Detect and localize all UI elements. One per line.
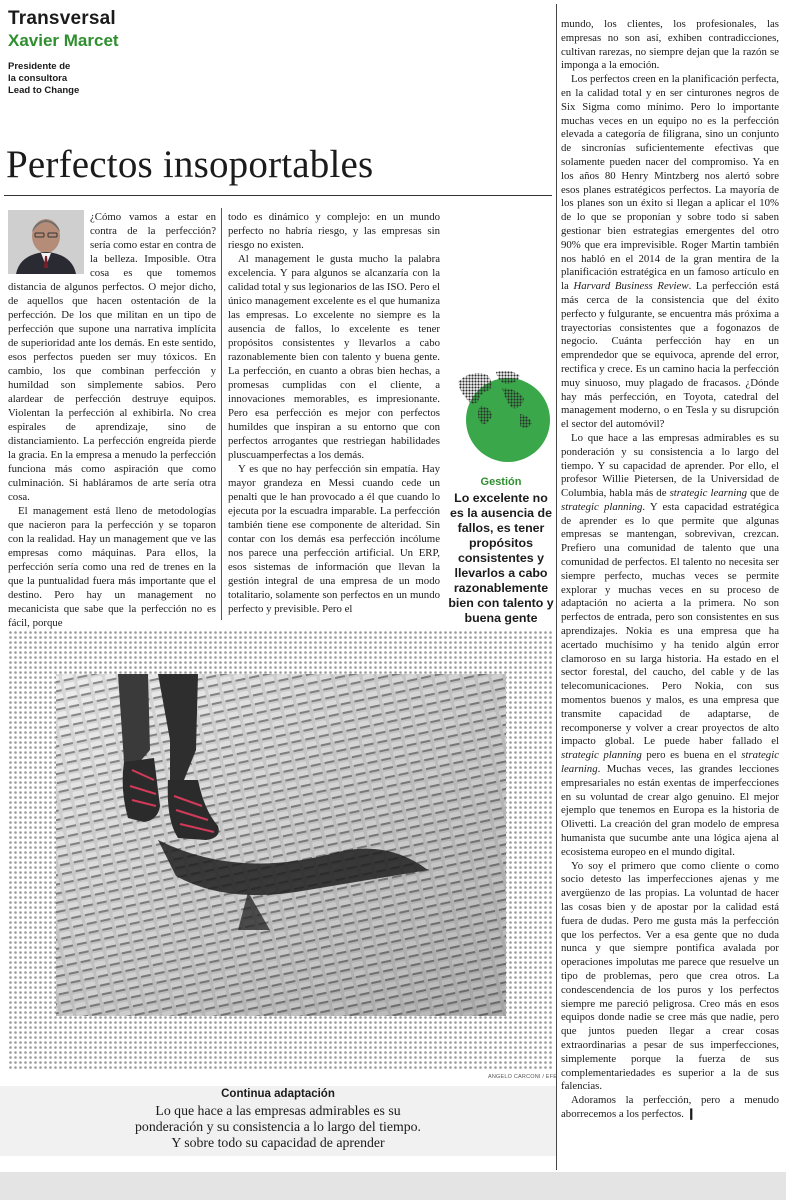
text-run: pero es buena en el — [641, 749, 742, 762]
text-run: Adoramos la perfección, pero a menudo aborrecemos a los perfectos. — [561, 1094, 779, 1120]
summary-line: Y sobre todo su capacidad de aprender — [171, 1135, 385, 1150]
headline-rule — [4, 195, 552, 196]
author-role-line: Lead to Change — [8, 85, 80, 96]
globe-icon — [450, 362, 552, 464]
paragraph: El management está lleno de metodologías que nacieron para la perfección y se toparon con la realidad. Hay un management que ve las empresas como máquinas. Para ellos, la perfección sería como una red de trenes en la que la puntualidad fuera más importante que el destino. Pero hay un management no mecanicista que sabe que la perfección no es fácil, porque — [8, 505, 216, 629]
text-run: . La perfección está más cerca de la consistencia que del éxito perfecto y fulgurante, se encuentra más próxima a trayectorias consistentes que a fogonazos de negocio. Cuánta perfección hay en un emprendedor que se equivoca, aprende del error, rectifica y crece. Es un camino hacia la perfección muy sinuoso, muy plagado de fracasos. ¿Dónde hay más perfección, en Toyota, catedral del management moderno, o en Tesla y su disrupción el sector del automóvil? — [561, 280, 779, 431]
summary-line: Lo que hace a las empresas admirables es su — [155, 1103, 401, 1118]
paragraph: mundo, los clientes, los profesionales, las empresas no son así, exhiben contradicciones, cultivan rarezas, no siempre dejan que la razón se imponga a la emoción. — [561, 18, 779, 72]
summary-text — [110, 1103, 446, 1151]
text-run: Los perfectos creen en la planificación perfecta, en la calidad total y en ser cinturones negros de Six Sigma como mínimo. Pero lo importante muchas veces en un equipo no es la perfección elevada a categoría de filigrana, sino un conjunto de sincronías suficientemente efectivas que solamente pueden nacer del compromiso. Ya en los años 80 Henry Mintzberg nos alertó sobre esos planes estratégicos perfectos. La mayoría de los planes son un éxito si llegan a aplicar el 10% de lo que se proponían y sobre todo si saben gestionar bien estrategias emergentes del otro 90% que era imprevisible. Roger Martin también nos habló en el 2014 de la gran mentira de la planificación estratégica en un famoso artículo en la — [561, 73, 779, 293]
article-column-3 — [561, 18, 779, 1122]
pull-quote-text: Lo excelente no es la ausencia de fallos, es tener propósitos consistentes y llevarlos a cabo razonablemente bien con talento y buena gente — [448, 491, 554, 625]
article-photo — [8, 630, 554, 1070]
column-rule — [556, 4, 557, 1170]
author-name: Xavier Marcet — [8, 31, 119, 50]
text-run: . Y esta capacidad estratégica de aprender es lo que permite que algunas empresas se mantengan, sobrevivan, crezcan. Prefiero una comunidad de talento que una comunidad de perfectos. El talento no necesita ser siempre perfecto, muchas veces se permite explorar y muchas veces en su proceso de adaptación no acierta a la primera. No son perfectos de entrada, pero son consistentes en sus aprendizajes. Nokia es una empresa que ha acertado muchísimo y ha tenido algún error clamoroso en su larga historia. Ha estado en el sector forestal, del caucho, del cable y de las telecomunicaciones. Pero Nokia, con sus momentos buenos y malos, es una empresa que transmite capacidad de adaptarse, de recomponerse y volver a crear proyectos de alto impacto global. Le puede haber fallado el — [561, 500, 780, 748]
paragraph — [561, 73, 779, 432]
paragraph — [561, 432, 779, 860]
author-role-line: Presidente de — [8, 61, 71, 72]
headline: Perfectos insoportables — [6, 143, 374, 186]
paragraph: ¿Cómo vamos a estar en contra de la perfección? sería como estar en contra de la belleza. Imposible. Otra cosa es que tomemos distancia de algunos perfectos. O mejor dicho, de aquellos que hacen ostentación de la perfección. De los que militan en un tipo de perfección que supone una narrativa implícita de superioridad ante los demás. En este sentido, esos perfectos pueden ser muy tóxicos. En cambio, los que combinan perfección y humildad son simplemente sabios. Pero alardear de perfección destruye equipos. Violentan la perfección al exhibirla. No crea espirales de aprendizaje, sino de distanciamiento. La perfección engreída pierde la gracia. En la empresa a menudo la perfección funciona más como aspiración que como culminación. Si habláramos de arte sería otra cosa. — [8, 211, 216, 503]
article-column-1 — [8, 210, 216, 630]
author-role-line: la consultora — [8, 73, 68, 84]
paragraph: Y es que no hay perfección sin empatía. Hay mayor grandeza en Messi cuando cede un penalti que le han provocado a él que cuando lo ejecuta por la escuadra imparable. La perfección también tiene ese componente de alteridad. Sin contar con los demás esa perfección incólume nos parece una perfección artificial. Un ERP, esos sistemas de información que llevan la gestión integral de una empresa de un modo totalitario, solamente son perfectos en un mundo perfecto y previsible. Pero el — [228, 463, 440, 615]
page-bottom-margin — [0, 1172, 786, 1200]
pull-quote-label: Gestión — [480, 476, 522, 488]
author-role — [8, 61, 158, 97]
text-run: Lo que hace a las empresas admirables es su ponderación y su consistencia a lo largo del tiempo. Y su capacidad de aprender. Por ello, el profesor Willie Pietersen, de la Universidad de Columbia, habla más de — [561, 431, 779, 500]
text-run: . Muchas veces, las grandes lecciones empresariales no están exentas de imperfecciones en su voluntad de crear algo genuino. El mejor ejemplo que tenemos en Europa es la historia de Olivetti. La creación del gran modelo de empresa humanista que sucumbe ante una lógica ajena al ecosistema europeo en el mundo digital. — [561, 763, 779, 858]
italic-run: strategic planning — [561, 500, 643, 513]
italic-run: strategic planning — [561, 749, 642, 762]
author-portrait — [8, 210, 84, 274]
paragraph: Al management le gusta mucho la palabra excelencia. Y para algunos se alcanzaría con la calidad total y sus legionarios de las ISO. Pero el único management excelente es el que humaniza las empresas. Lo excelente no siempre es la ausencia de fallos, lo excelente es tener propósitos consistentes y llevarlos a cabo razonablemente bien con talento y buena gente. La perfección, en cuanto a obras bien hechas, a promesas cumplidas con el cliente, a innovaciones memorables, es impresionante. Pero esa perfección es mejor con perfectos humildes que inspiran a su entorno que con perfectos arrogantes que restriegan habilidades pluscuamperfectas a los demás. — [228, 253, 440, 461]
article-column-2 — [228, 210, 440, 616]
end-mark: ❙ — [686, 1107, 696, 1120]
column-rule — [221, 208, 222, 620]
text-run: que de — [747, 487, 780, 500]
section-label: Transversal — [8, 8, 116, 29]
italic-run: strategic learning — [669, 487, 748, 500]
paragraph — [561, 1094, 779, 1122]
author-portrait-icon — [8, 210, 84, 274]
italic-run: Harvard Business Review — [573, 280, 689, 293]
photo-credit: ANGELO CARCONI / EFE — [488, 1074, 558, 1080]
paragraph: todo es dinámico y complejo: en un mundo perfecto no habría riesgo, y las empresas sin riesgo no existen. — [228, 211, 440, 251]
paragraph: Yo soy el primero que como cliente o como socio detesto las imperfecciones ajenas y me avergüenzo de las propias. La voluntad de hacer las cosas bien y de apostar por la calidad está fuera de dudas. Pero me gusta más la perfección que los perfectos. Ver a esa gente que no duda nunca y que siempre pontifica avalada por operaciones impolutas me parece que resuelve un tipo de problemas, pero que crea otros. La condescendencia de los puros y los perfectos siempre me pareció peligrosa. Creo más en esos equipos donde nadie se cree más que nadie, pero que juntos pueden llegar a crear cosas extraordinarias a pesar de sus imperfecciones, simplemente porque la fuerza de sus complementariedades es superior a la de sus falencias. — [561, 859, 779, 1093]
summary-title: Continua adaptación — [221, 1088, 335, 1100]
italic-run: strategic learning — [561, 749, 780, 776]
summary-line: ponderación y su consistencia a lo largo del tiempo. — [135, 1119, 421, 1134]
